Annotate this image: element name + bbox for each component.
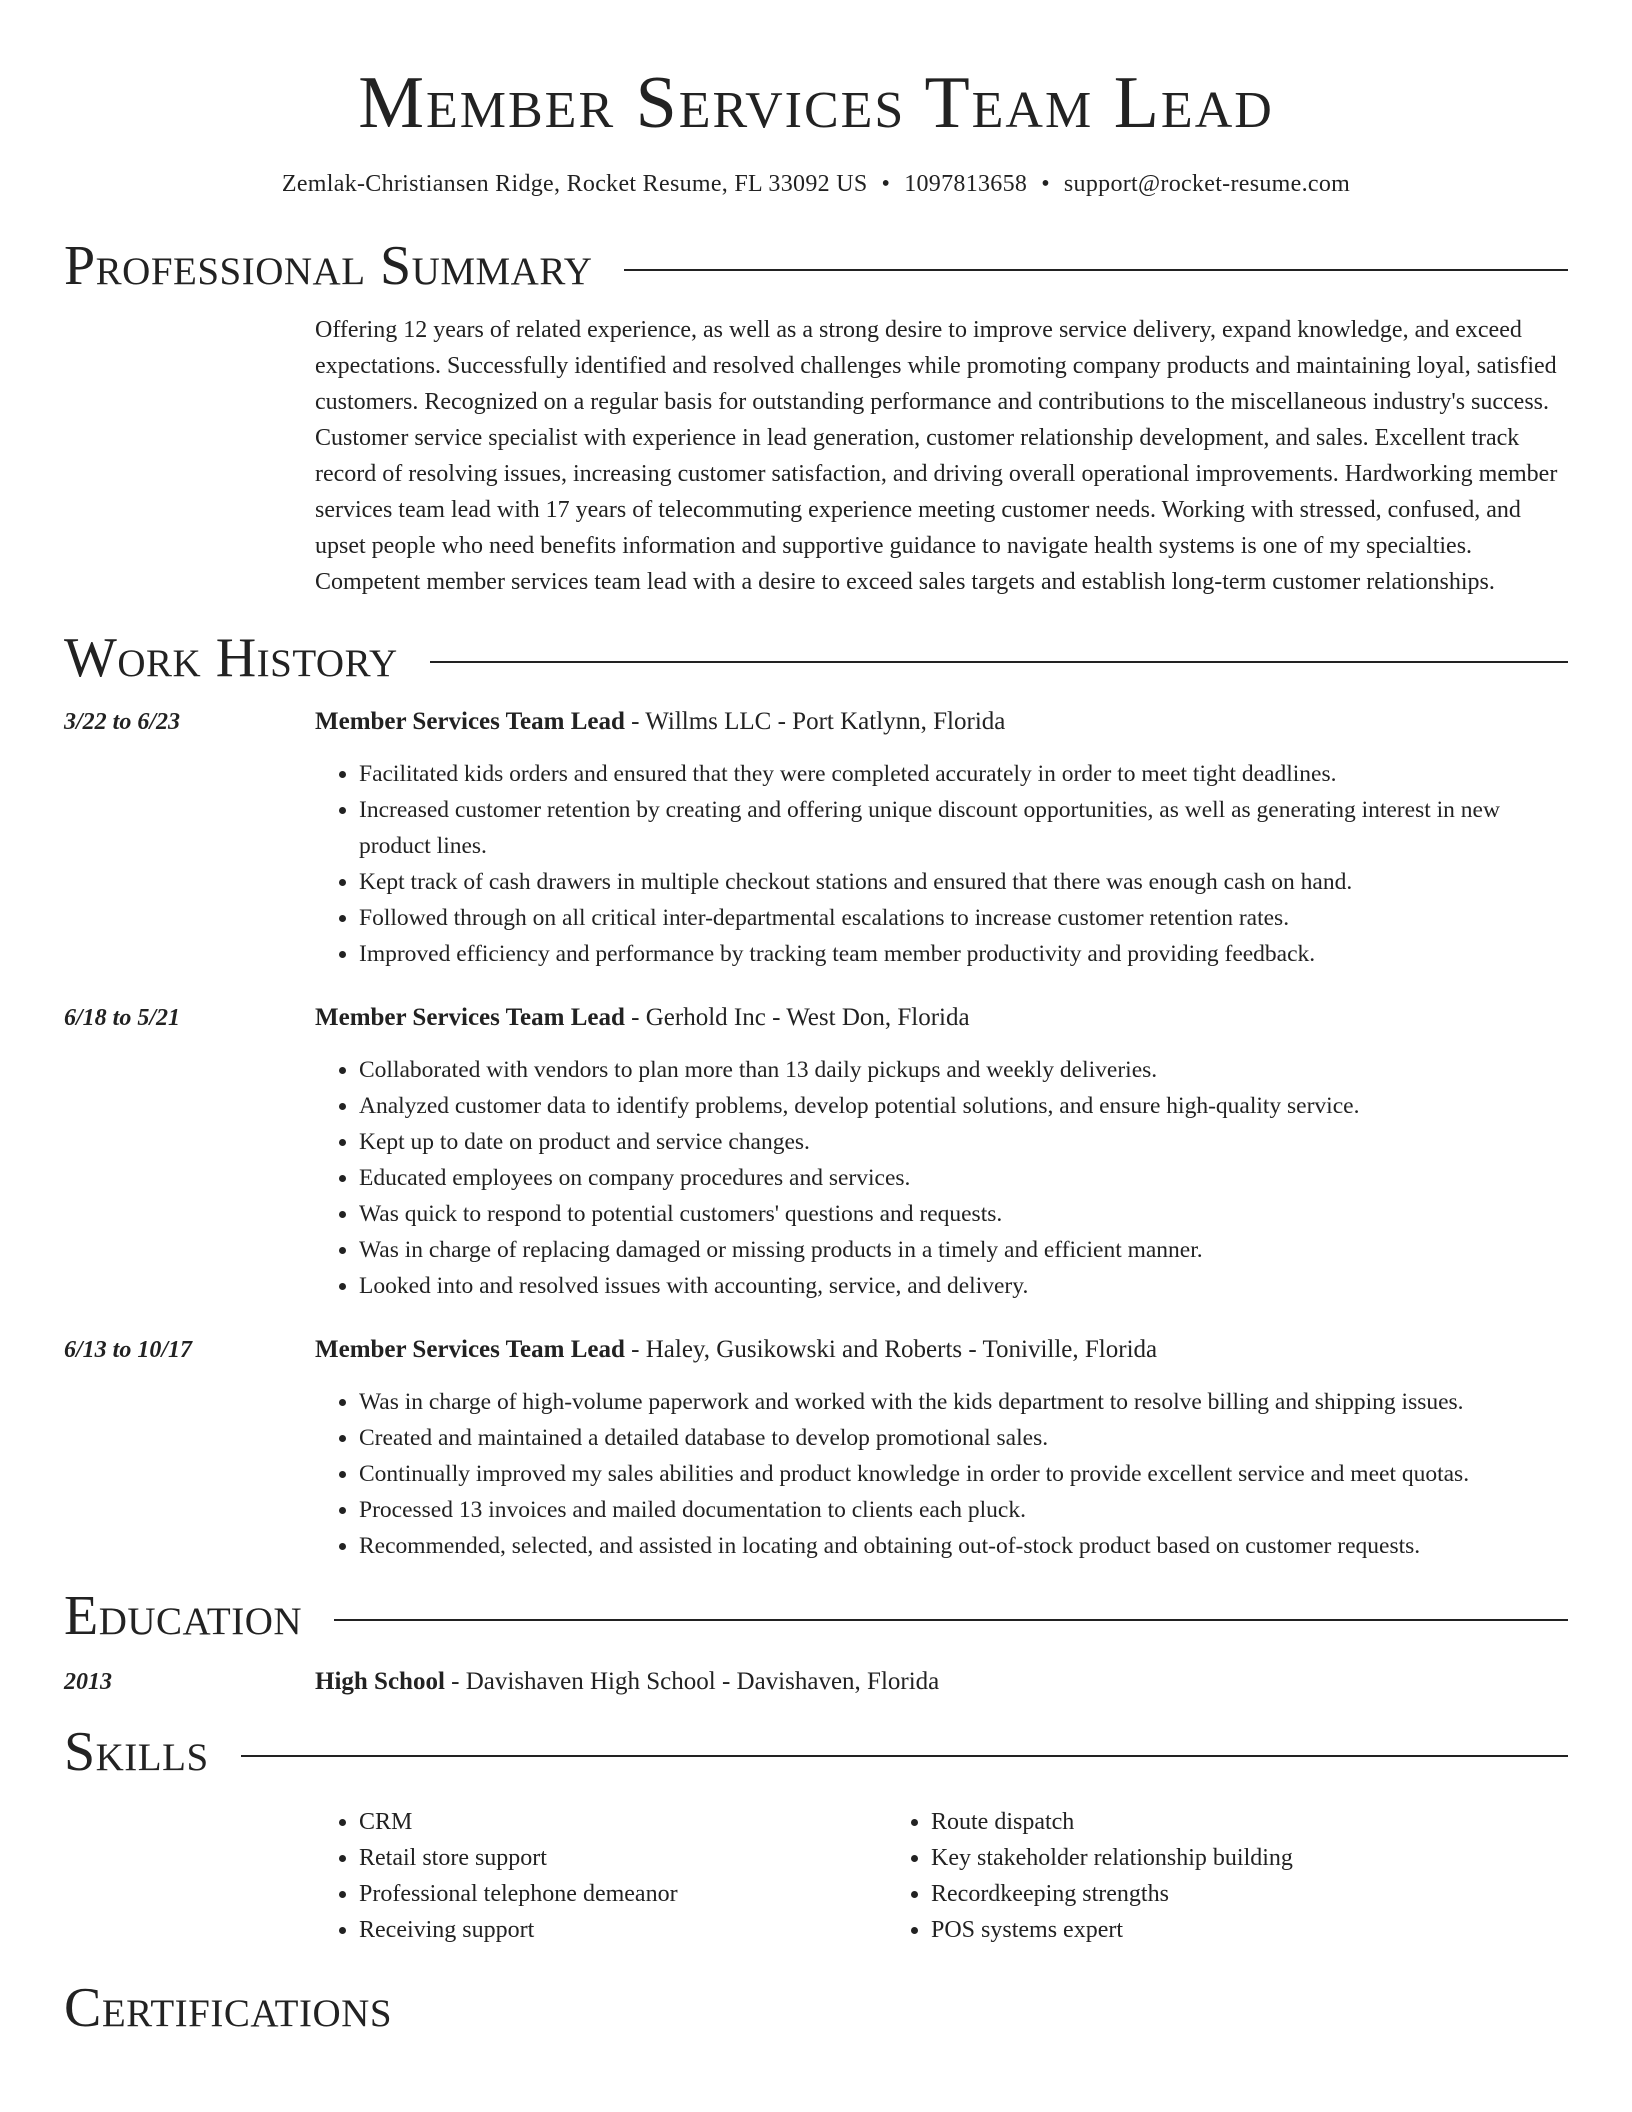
job-role: Member Services Team Lead [315,1336,625,1363]
job-bullet: • Was in charge of high-volume paperwork and worked with the kids department to resolve billing and shipping issues. [359,1384,1568,1420]
skill-item: • Key stakeholder relationship building [931,1840,1568,1876]
section-divider [241,1755,1568,1757]
summary-section-title: Professional Summary [64,235,593,297]
contact-phone: 1097813658 [904,171,1028,197]
certifications-section-header [64,1976,1568,2028]
job-heading [315,1332,1568,1368]
job-bullet: • Continually improved my sales abilities and product knowledge in order to provide excellent service and meet quotas. [359,1456,1568,1492]
section-divider [430,661,1568,663]
resume-name: Member Services Team Lead [358,62,1274,144]
contact-address: Zemlak-Christiansen Ridge, Rocket Resume, FL 33092 US [281,171,868,197]
job-bullet: • Looked into and resolved issues with accounting, service, and delivery. [359,1268,1568,1304]
skill-item: • Recordkeeping strengths [931,1876,1568,1912]
job-bullets [315,1052,1568,1304]
skills-section-title: Skills [64,1721,209,1783]
contact-line [64,168,1568,200]
job-bullet: • Followed through on all critical inter-departmental escalations to increase customer retention rates. [359,900,1568,936]
education-year: 2013 [64,1669,112,1695]
job-bullet: • Analyzed customer data to identify problems, develop potential solutions, and ensure high-quality service. [359,1088,1568,1124]
education-section-title: Education [64,1585,303,1647]
contact-separator: • [1041,171,1050,197]
job-bullet: • Collaborated with vendors to plan more than 13 daily pickups and weekly deliveries. [359,1052,1568,1088]
job-bullet: • Created and maintained a detailed database to develop promotional sales. [359,1420,1568,1456]
job-role: Member Services Team Lead [315,708,625,735]
job-bullet: • Increased customer retention by creating and offering unique discount opportunities, as well as generating interest in new product lines. [359,792,1568,864]
job-bullets [315,1384,1568,1564]
job-bullet: • Kept up to date on product and service changes. [359,1124,1568,1160]
summary-section-header [64,234,1568,298]
job-heading [315,704,1568,740]
job-dates: 6/18 to 5/21 [64,1005,181,1031]
job-bullet: • Kept track of cash drawers in multiple checkout stations and ensured that there was enough cash on hand. [359,864,1568,900]
skills-list-left [315,1804,887,1948]
skill-item: • Route dispatch [931,1804,1568,1840]
job-entry [64,1000,1568,1304]
contact-separator: • [881,171,891,197]
job-dates: 3/22 to 6/23 [64,709,181,735]
education-section-header [64,1584,1568,1648]
skill-item: • Receiving support [359,1912,887,1948]
resume-page [64,0,1568,2028]
job-bullets [315,756,1568,972]
section-divider [334,1619,1568,1621]
job-bullet: • Improved efficiency and performance by tracking team member productivity and providing feedback. [359,936,1568,972]
education-degree: High School [315,1668,445,1695]
job-entry [64,1332,1568,1564]
job-bullet: • Educated employees on company procedures and services. [359,1160,1568,1196]
skill-item: • Professional telephone demeanor [359,1876,887,1912]
education-heading [315,1664,1568,1700]
skills-list-right [887,1804,1568,1948]
skill-item: • POS systems expert [931,1912,1568,1948]
skills-row [64,1804,1568,1948]
job-bullet: • Was quick to respond to potential customers' questions and requests. [359,1196,1568,1232]
contact-email: support@rocket-resume.com [1063,171,1351,197]
job-bullet: • Facilitated kids orders and ensured that they were completed accurately in order to meet tight deadlines. [359,756,1568,792]
job-details: - Haley, Gusikowski and Roberts - Toniville, Florida [624,1336,1158,1363]
work-section-title: Work History [64,627,398,689]
education-entry [64,1664,1568,1700]
job-entry [64,704,1568,972]
education-details: - Davishaven High School - Davishaven, Florida [444,1668,940,1695]
summary-row [64,312,1568,600]
job-bullet: • Was in charge of replacing damaged or missing products in a timely and efficient manner. [359,1232,1568,1268]
work-section-header [64,626,1568,690]
job-role: Member Services Team Lead [315,1004,625,1031]
skills-section-header [64,1720,1568,1784]
summary-text: Offering 12 years of related experience, as well as a strong desire to improve service delivery, expand knowledge, and exceed expectations. Successfully identified and resolved challenges while promoting company products and maintaining loyal, satisfied customers. Recognized on a regular basis for outstanding performance and contributions to the miscellaneous industry's success. Customer service specialist with experience in lead generation, customer relationship development, and sales. Excellent track record of resolving issues, increasing customer satisfaction, and driving overall operational improvements. Hardworking member services team lead with 17 years of telecommuting experience meeting customer needs. Working with stressed, confused, and upset people who need benefits information and supportive guidance to navigate health systems is one of my specialties. Competent member services team lead with a desire to exceed sales targets and establish long-term customer relationships. [315,317,1558,595]
job-bullet: • Recommended, selected, and assisted in locating and obtaining out-of-stock product based on customer requests. [359,1528,1568,1564]
certifications-section-title: Certifications [64,1977,393,2028]
skills-columns [315,1804,1568,1948]
job-bullet: • Processed 13 invoices and mailed documentation to clients each pluck. [359,1492,1568,1528]
skill-item: • Retail store support [359,1840,887,1876]
job-details: - Gerhold Inc - West Don, Florida [624,1004,970,1031]
job-details: - Willms LLC - Port Katlynn, Florida [624,708,1006,735]
job-dates: 6/13 to 10/17 [64,1337,193,1363]
section-divider [624,269,1568,271]
job-heading [315,1000,1568,1036]
skill-item: • CRM [359,1804,887,1840]
